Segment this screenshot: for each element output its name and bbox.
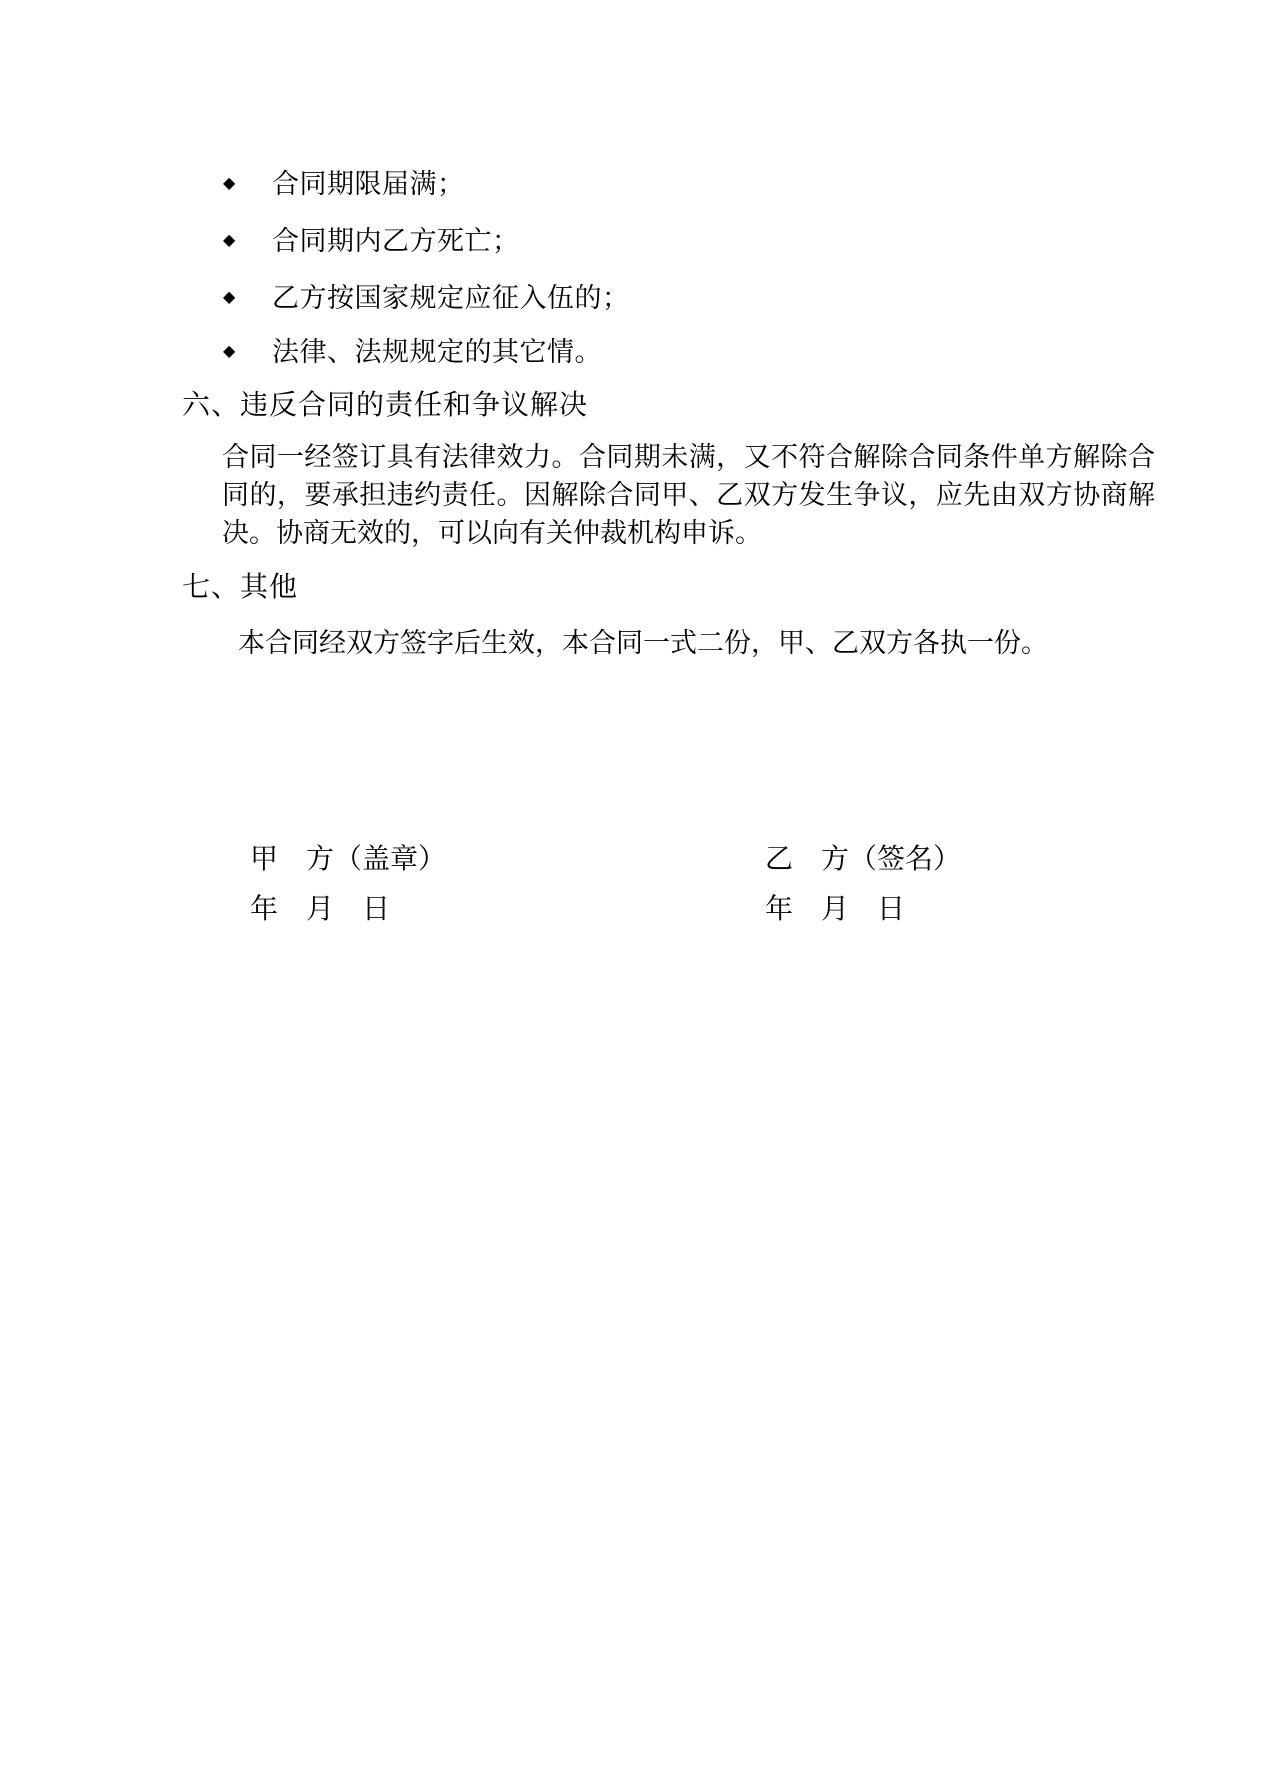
party-b-date-label: 年 月 日	[765, 894, 906, 925]
list-item-text: 合同期内乙方死亡；	[272, 226, 520, 256]
diamond-bullet-icon: ◆	[223, 175, 236, 192]
section-body-violation: 合同一经签订具有法律效力。合同期未满，又不符合解除合同条件单方解除合同的，要承担违约责任。因解除合同甲、乙双方发生争议，应先由双方协商解决。协商无效的，可以向有关仲裁机构申诉。	[222, 442, 1155, 548]
diamond-bullet-icon: ◆	[223, 343, 236, 360]
party-b-signature-label: 乙 方（签名）	[765, 844, 962, 875]
party-a-signature-label: 甲 方（盖章）	[250, 844, 447, 875]
list-item-text: 合同期限届满；	[272, 169, 465, 199]
diamond-bullet-icon: ◆	[223, 289, 236, 306]
diamond-bullet-icon: ◆	[223, 232, 236, 249]
list-item	[223, 332, 602, 372]
list-item	[223, 278, 630, 318]
party-a-date-label: 年 月 日	[250, 894, 391, 925]
signature-row-parties	[0, 841, 1280, 879]
section-body-other: 本合同经双方签字后生效，本合同一式二份，甲、乙双方各执一份。	[238, 628, 1048, 658]
section-heading-other: 七、其他	[182, 572, 299, 603]
section-heading-violation: 六、违反合同的责任和争议解决	[182, 390, 589, 421]
list-item	[223, 221, 520, 261]
signature-row-dates	[0, 891, 1280, 929]
list-item-text: 法律、法规规定的其它情。	[272, 337, 602, 367]
list-item-text: 乙方按国家规定应征入伍的；	[272, 283, 630, 313]
list-item	[223, 164, 465, 204]
